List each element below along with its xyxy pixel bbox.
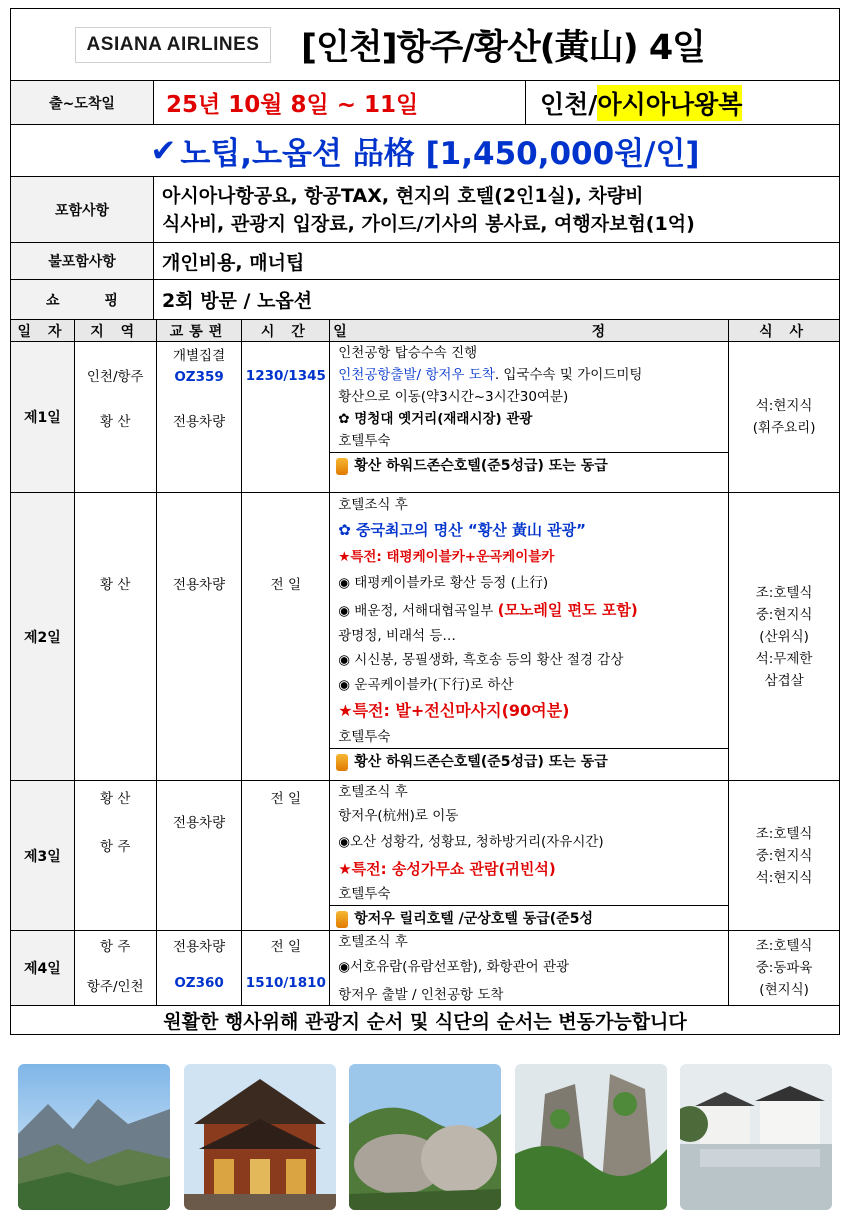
day3-region-1: 황 산 [100,791,131,807]
includes-label: 포함사항 [11,177,154,242]
day4-time-2: 1510/1810 [245,975,326,991]
header [11,9,839,81]
day2-item-4: ◉ 태평케이블카로 황산 등정 (上行) [338,575,549,591]
day2-region: 황 산 [100,577,131,593]
day4-label: 제4일 [11,931,75,1005]
day2-row [11,493,839,781]
day2-hotel: 황산 하워드존슨호텔(준5성급) 또는 동급 [354,754,608,770]
day2-meal-5: 삼겹살 [764,672,804,689]
footer-note: 원활한 행사위해 관광지 순서 및 식단의 순서는 변동가능합니다 [163,1010,687,1033]
day1-item-4: ✿ 명청대 옛거리(재래시장) 관광 [338,411,533,427]
price-text: 노팁,노옵션 品格 [1,450,000원/인] [180,136,700,172]
col-time: 시 간 [242,320,330,341]
schedule-header [11,320,839,342]
day2-item-7: ◉ 시신봉, 몽필생화, 흑호송 등의 황산 절경 감상 [338,652,624,668]
day1-meal-1: 석:현지식 [755,398,813,414]
travel-dates: 25년 10월 8일 ~ 11일 [154,81,526,124]
col-region: 지 역 [75,320,157,341]
day2-meal-3: (산위식) [759,628,809,645]
day2-item-5a: ◉ 배운정, 서해대협곡일부 [338,603,498,619]
photo-cliff-forest [515,1064,667,1210]
day3-row [11,781,839,931]
day4-transport: 전용차량 [172,939,226,955]
day3-label: 제3일 [11,781,75,930]
day2-transport: 전용차량 [172,577,226,593]
day3-region-2: 항 주 [100,839,131,855]
day4-meal-1: 조:호텔식 [755,938,813,954]
day3-hotel: 항저우 릴리호텔 /군상호텔 동급(준5성 [354,911,593,927]
photo-mountain-clouds [18,1064,170,1210]
day4-meal-3: (현지식) [759,982,809,998]
excludes-label: 불포함사항 [11,243,154,279]
day3-item-2: 항저우(杭州)로 이동 [338,808,459,824]
day2-item-6: 광명정, 비래석 등… [338,628,456,644]
day1-meal-2: (휘주요리) [752,420,816,436]
col-meal: 식 사 [759,323,810,340]
day4-item-3: 항저우 출발 / 인천공항 도착 [338,987,504,1003]
day1-item-2a: 인천공항출발/ 항저우 도착 [338,367,495,383]
day1-region-2: 황 산 [100,414,131,430]
day1-transport-2: 전용차량 [172,414,226,430]
day1-region-1: 인천/항주 [86,369,144,385]
photo-village-lake [680,1064,832,1210]
day2-meal-2: 중:현지식 [755,606,813,623]
hotel-icon [336,458,348,475]
day2-item-1: 호텔조식 후 [338,497,408,513]
photo-old-street [184,1064,336,1210]
day3-time: 전 일 [270,791,302,807]
day4-time-1: 전 일 [270,939,302,955]
route [526,81,839,124]
day4-row [11,931,839,1006]
day4-meal-2: 중:동파육 [755,960,813,976]
photo-rock-peaks [349,1064,501,1210]
col-day: 일 자 [11,320,75,341]
hotel-icon [336,911,348,928]
check-icon: ✔ [150,132,177,169]
day2-label: 제2일 [11,493,75,780]
photo-strip [18,1064,832,1210]
hotel-icon [336,754,348,771]
includes-row [11,177,839,243]
day3-meal-3: 석:현지식 [755,869,813,886]
excludes-row [11,243,839,280]
col-transport: 교통편 [157,320,243,341]
day1-row [11,342,839,493]
day4-region-2: 항주/인천 [86,979,144,995]
tour-itinerary-sheet [10,8,840,1035]
day2-meal-1: 조:호텔식 [755,584,813,601]
day4-item-1: 호텔조식 후 [338,934,408,950]
shopping-value: 2회 방문 / 노옵션 [162,290,313,312]
day1-label: 제1일 [11,342,75,492]
day3-item-3: ◉오산 성황각, 성황묘, 청하방거리(자유시간) [338,834,604,850]
day3-item-5: 호텔투숙 [338,886,391,902]
col-itinerary: 일 정 [330,320,729,341]
day3-meal-1: 조:호텔식 [755,825,813,842]
day1-hotel: 황산 하워드존슨호텔(준5성급) 또는 동급 [354,458,608,474]
day1-item-3: 황산으로 이동(약3시간~3시간30여분) [338,389,569,405]
day2-item-3: ★특전: 태평케이블카+운곡케이블카 [338,549,555,565]
dates-row [11,81,839,125]
includes-line-2: 식사비, 관광지 입장료, 가이드/기사의 봉사료, 여행자보험(1억) [162,212,695,235]
day1-item-5: 호텔투숙 [338,433,391,449]
price-row [11,125,839,177]
day2-item-10: 호텔투숙 [338,729,391,745]
page-title: [인천]항주/황산(黃山) 4일 [301,27,705,68]
day4-flight: OZ360 [174,975,224,991]
dates-label: 출~도착일 [11,81,154,124]
day3-item-1: 호텔조식 후 [338,784,408,800]
day2-item-8: ◉ 운곡케이블카(下行)로 하산 [338,677,514,693]
day1-item-1: 인천공항 탑승수속 진행 [338,345,478,361]
day1-transport-1: 개별집결 [172,348,226,364]
day2-meal-4: 석:무제한 [755,650,813,667]
route-prefix: 인천/ [540,89,598,119]
shopping-label: 쇼 핑 [11,280,154,319]
day4-region-1: 항 주 [100,939,131,955]
day2-item-2: ✿ 중국최고의 명산 “황산 黃山 관광” [338,521,587,539]
day3-item-4: ★특전: 송성가무쇼 관람(귀빈석) [338,860,556,878]
excludes-value: 개인비용, 매너팁 [162,251,305,274]
shopping-row [11,280,839,320]
day2-time: 전 일 [270,577,302,593]
route-highlight: 아시아나왕복 [597,85,742,121]
day4-item-2: ◉서호유람(유람선포함), 화항관어 관광 [338,959,570,975]
day1-time: 1230/1345 [245,368,326,384]
airline-logo: ASIANA AIRLINES [75,27,271,63]
day3-transport: 전용차량 [172,815,226,831]
day1-item-2b: . 입국수속 및 가이드미팅 [494,367,643,383]
day2-item-9: ★특전: 발+전신마사지(90여분) [338,701,570,720]
day2-item-5b: (모노레일 편도 포함) [497,601,638,619]
includes-line-1: 아시아나항공요, 항공TAX, 현지의 호텔(2인1실), 차량비 [162,184,644,207]
day3-meal-2: 중:현지식 [755,847,813,864]
day1-flight: OZ359 [174,369,224,385]
